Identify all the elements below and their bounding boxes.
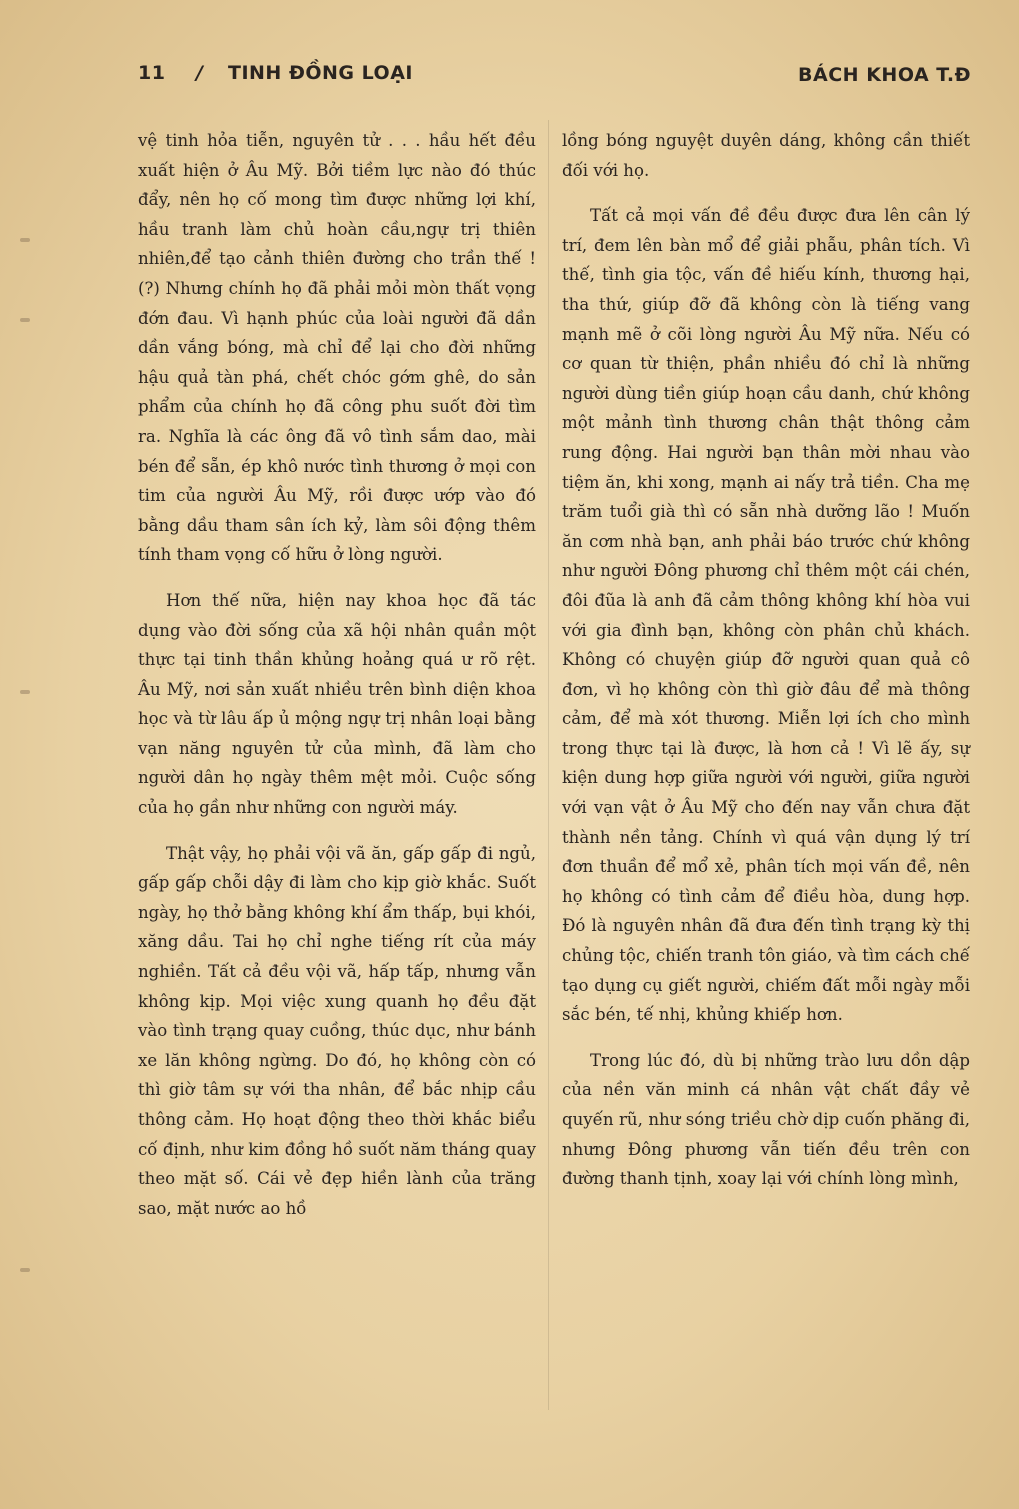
scan-mark [20,318,30,322]
scan-mark [20,238,30,242]
magazine-title: BÁCH KHOA T.Đ [798,64,971,86]
page-number: 11 [138,62,166,84]
scan-mark [20,690,30,694]
header-separator: / [196,62,204,84]
page-header [138,58,971,94]
scan-mark [20,1268,30,1272]
column-divider [548,120,549,1410]
left-column [138,126,536,1239]
paragraph: Hơn thế nữa, hiện nay khoa học đã tác dụng vào đời sống của xã hội nhân quần một thực tại tinh thần khủng hoảng quá ư rõ rệt. Âu Mỹ, nơi sản xuất nhiều trên bình diện khoa học và từ lâu ấp ủ mộng ngự trị nhân loại bằng vạn năng nguyên tử của mình, đã làm cho người dân họ ngày thêm mệt mỏi. Cuộc sống của họ gần như những con người máy. [138,590,536,818]
paragraph: Thật vậy, họ phải vội vã ăn, gấp gấp đi ngủ, gấp gấp chỗi dậy đi làm cho kịp giờ khắc. Suốt ngày, họ thở bằng không khí ẩm thấp, bụi khói, xăng dầu. Tai họ chỉ nghe tiếng rít của máy nghiền. Tất cả đều vội vã, hấp tấp, nhưng vẫn không kịp. Mọi việc xung quanh họ đều đặt vào tình trạng quay cuồng, thúc dục, như bánh xe lăn không ngừng. Do đó, họ không còn có thì giờ tâm sự với tha nhân, để bắc nhịp cầu thông cảm. Họ hoạt động theo thời khắc biểu cố định, như kim đồng hồ suốt năm tháng quay theo mặt số. Cái vẻ đẹp hiền lành của trăng sao, mặt nước ao hồ [138,843,536,1218]
right-column [562,126,970,1210]
paragraph: Tất cả mọi vấn đề đều được đưa lên cân lý trí, đem lên bàn mổ để giải phẫu, phân tích. Vì thế, tình gia tộc, vấn đề hiếu kính, thương hại, tha thứ, giúp đỡ đã không còn là tiếng vang mạnh mẽ ở cõi lòng người Âu Mỹ nữa. Nếu có cơ quan từ thiện, phần nhiều đó chỉ là những người dùng tiền giúp hoạn cầu danh, chứ không một mảnh tình thương chân thật thông cảm rung động. Hai người bạn thân mời nhau vào tiệm ăn, khi xong, mạnh ai nấy trả tiền. Cha mẹ trăm tuổi già thì có sẵn nhà dưỡng lão ! Muốn ăn cơm nhà bạn, anh phải báo trước chứ không như người Đông phương chỉ thêm một cái chén, đôi đũa là anh đã cảm thông không khí hòa vui với gia đình bạn, không còn phân chủ khách. Không có chuyện giúp đỡ người quan quả cô đơn, vì họ không còn thì giờ đâu để mà thông cảm, để mà xót thương. Miễn lợi ích cho mình trong thực tại là được, là hơn cả ! Vì lẽ ấy, sự kiện dung hợp giữa người với người, giữa người với vạn vật ở Âu Mỹ cho đến nay vẫn chưa đặt thành nền tảng. Chính vì quá vận dụng lý trí đơn thuần để mổ xẻ, phân tích mọi vấn đề, nên họ không có tình cảm để điều hòa, dung hợp. Đó là nguyên nhân đã đưa đến tình trạng kỳ thị chủng tộc, chiến tranh tôn giáo, và tìm cách chế tạo dụng cụ giết người, chiếm đất mỗi ngày mỗi sắc bén, tế nhị, khủng khiếp hơn. [562,206,970,1025]
paragraph: vệ tinh hỏa tiễn, nguyên tử . . . hầu hết đều xuất hiện ở Âu Mỹ. Bởi tiềm lực nào đó thúc đẩy, nên họ cố mong tìm được những lợi khí, hầu tranh làm chủ hoàn cầu,ngự trị thiên nhiên,để tạo cảnh thiên đường cho trần thế ! (?) Nhưng chính họ đã phải mỏi mòn thất vọng đớn đau. Vì hạnh phúc của loài người đã dần dần vắng bóng, mà chỉ để lại cho đời những hậu quả tàn phá, chết chóc gớm ghê, do sản phẩm của chính họ đã công phu suốt đời tìm ra. Nghĩa là các ông đã vô tình sắm dao, mài bén để sẵn, ép khô nước tình thương ở mọi con tim của người Âu Mỹ, rồi được ướp vào đó bằng dầu tham sân ích kỷ, làm sôi động thêm tính tham vọng cố hữu ở lòng người. [138,131,536,565]
section-title: TINH ĐỒNG LOẠI [228,62,413,84]
paragraph: Trong lúc đó, dù bị những trào lưu dồn dập của nền văn minh cá nhân vật chất đầy vẻ quyến rũ, như sóng triều chờ dịp cuốn phăng đi, nhưng Đông phương vẫn tiến đều trên con đường thanh tịnh, xoay lại với chính lòng mình, [562,1050,970,1189]
paragraph: lồng bóng nguyệt duyên dáng, không cần thiết đối với họ. [562,131,970,180]
